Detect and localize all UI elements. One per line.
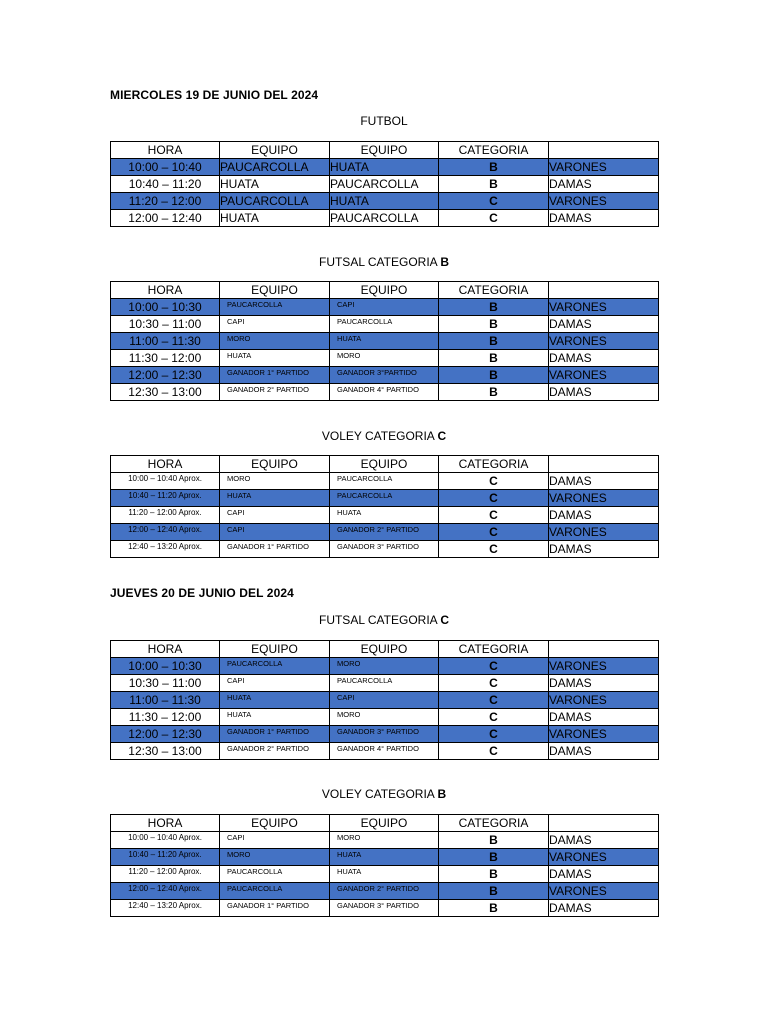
cell-categoria: B bbox=[439, 299, 549, 316]
cell-categoria: B bbox=[439, 832, 549, 849]
header-categoria: CATEGORIA bbox=[439, 815, 549, 832]
cell-categoria: C bbox=[439, 692, 549, 709]
table-row bbox=[111, 743, 659, 760]
cell-hora: 10:00 – 10:30 bbox=[111, 658, 220, 675]
cell-gender: VARONES bbox=[549, 524, 659, 541]
cell-hora: 10:40 – 11:20 bbox=[111, 176, 220, 193]
cell-gender: DAMAS bbox=[549, 675, 659, 692]
header-equipo-1: EQUIPO bbox=[220, 142, 330, 159]
cell-gender: DAMAS bbox=[549, 507, 659, 524]
cell-gender: DAMAS bbox=[549, 176, 659, 193]
cell-team1: CAPI bbox=[220, 832, 330, 849]
table-row bbox=[111, 210, 659, 227]
cell-team2: GANADOR 2° PARTIDO bbox=[330, 883, 439, 900]
table-row bbox=[111, 333, 659, 350]
cell-team1: MORO bbox=[220, 473, 330, 490]
cell-team2: GANADOR 4° PARTIDO bbox=[330, 743, 439, 760]
header-equipo-2: EQUIPO bbox=[330, 456, 439, 473]
cell-team1: HUATA bbox=[220, 692, 330, 709]
cell-team2: MORO bbox=[330, 658, 439, 675]
schedule-table-futbol bbox=[110, 141, 659, 227]
cell-categoria: C bbox=[439, 473, 549, 490]
cell-gender: DAMAS bbox=[549, 473, 659, 490]
cell-gender: DAMAS bbox=[549, 743, 659, 760]
header-blank bbox=[549, 142, 659, 159]
section-title-category: B bbox=[440, 255, 450, 269]
cell-team1: GANADOR 1° PARTIDO bbox=[220, 541, 330, 558]
cell-categoria: C bbox=[439, 658, 549, 675]
section-title-category: B bbox=[437, 787, 447, 801]
cell-team2: MORO bbox=[330, 709, 439, 726]
cell-hora: 12:40 – 13:20 Aprox. bbox=[111, 900, 220, 917]
header-blank bbox=[549, 815, 659, 832]
header-categoria: CATEGORIA bbox=[439, 142, 549, 159]
cell-categoria: B bbox=[439, 367, 549, 384]
table-row bbox=[111, 675, 659, 692]
table-header-row bbox=[111, 142, 659, 159]
cell-gender: DAMAS bbox=[549, 709, 659, 726]
section-title-category: C bbox=[440, 613, 450, 627]
cell-team1: GANADOR 1° PARTIDO bbox=[220, 726, 330, 743]
section-title-futsal-b bbox=[110, 255, 658, 269]
cell-categoria: B bbox=[439, 900, 549, 917]
cell-team2: GANADOR 3° PARTIDO bbox=[330, 900, 439, 917]
table-row bbox=[111, 900, 659, 917]
table-row bbox=[111, 658, 659, 675]
cell-hora: 11:30 – 12:00 bbox=[111, 709, 220, 726]
header-equipo-1: EQUIPO bbox=[220, 815, 330, 832]
cell-hora: 12:30 – 13:00 bbox=[111, 384, 220, 401]
header-equipo-2: EQUIPO bbox=[330, 282, 439, 299]
cell-gender: VARONES bbox=[549, 692, 659, 709]
cell-gender: VARONES bbox=[549, 367, 659, 384]
schedule-table-voley-c bbox=[110, 455, 659, 558]
cell-team2: CAPI bbox=[330, 692, 439, 709]
cell-team2: HUATA bbox=[330, 193, 439, 210]
cell-team2: CAPI bbox=[330, 299, 439, 316]
header-hora: HORA bbox=[111, 282, 220, 299]
cell-team2: PAUCARCOLLA bbox=[330, 176, 439, 193]
cell-categoria: C bbox=[439, 541, 549, 558]
header-categoria: CATEGORIA bbox=[439, 282, 549, 299]
cell-gender: DAMAS bbox=[549, 832, 659, 849]
cell-hora: 11:30 – 12:00 bbox=[111, 350, 220, 367]
header-equipo-2: EQUIPO bbox=[330, 142, 439, 159]
section-title-voley-b bbox=[110, 787, 658, 801]
table-row bbox=[111, 883, 659, 900]
table-row bbox=[111, 541, 659, 558]
cell-gender: DAMAS bbox=[549, 316, 659, 333]
cell-hora: 11:20 – 12:00 Aprox. bbox=[111, 507, 220, 524]
cell-gender: VARONES bbox=[549, 658, 659, 675]
cell-categoria: B bbox=[439, 350, 549, 367]
section-title-text: VOLEY CATEGORIA bbox=[321, 429, 438, 443]
cell-team2: HUATA bbox=[330, 507, 439, 524]
header-equipo-2: EQUIPO bbox=[330, 815, 439, 832]
cell-gender: VARONES bbox=[549, 299, 659, 316]
cell-team2: PAUCARCOLLA bbox=[330, 675, 439, 692]
cell-categoria: B bbox=[439, 384, 549, 401]
table-row bbox=[111, 299, 659, 316]
cell-hora: 11:20 – 12:00 bbox=[111, 193, 220, 210]
cell-categoria: C bbox=[439, 193, 549, 210]
cell-team1: PAUCARCOLLA bbox=[220, 159, 330, 176]
cell-team1: CAPI bbox=[220, 316, 330, 333]
cell-team1: PAUCARCOLLA bbox=[220, 193, 330, 210]
header-categoria: CATEGORIA bbox=[439, 641, 549, 658]
cell-categoria: C bbox=[439, 490, 549, 507]
cell-hora: 10:40 – 11:20 Aprox. bbox=[111, 490, 220, 507]
cell-gender: DAMAS bbox=[549, 210, 659, 227]
cell-team1: CAPI bbox=[220, 507, 330, 524]
cell-categoria: B bbox=[439, 316, 549, 333]
table-row bbox=[111, 866, 659, 883]
cell-team2: HUATA bbox=[330, 849, 439, 866]
header-categoria: CATEGORIA bbox=[439, 456, 549, 473]
section-title-text: FUTSAL CATEGORIA bbox=[318, 613, 441, 627]
table-row bbox=[111, 490, 659, 507]
cell-categoria: B bbox=[439, 176, 549, 193]
section-title-futsal-c bbox=[110, 613, 658, 627]
cell-team1: HUATA bbox=[220, 350, 330, 367]
cell-team1: GANADOR 1° PARTIDO bbox=[220, 367, 330, 384]
cell-hora: 10:00 – 10:30 bbox=[111, 299, 220, 316]
cell-team1: HUATA bbox=[220, 490, 330, 507]
cell-hora: 12:30 – 13:00 bbox=[111, 743, 220, 760]
cell-team1: MORO bbox=[220, 333, 330, 350]
cell-hora: 11:00 – 11:30 bbox=[111, 692, 220, 709]
cell-gender: VARONES bbox=[549, 490, 659, 507]
cell-team1: PAUCARCOLLA bbox=[220, 658, 330, 675]
section-title-futbol bbox=[110, 114, 658, 128]
table-header-row bbox=[111, 815, 659, 832]
cell-categoria: C bbox=[439, 709, 549, 726]
cell-team2: PAUCARCOLLA bbox=[330, 316, 439, 333]
cell-team2: HUATA bbox=[330, 866, 439, 883]
cell-hora: 12:00 – 12:30 bbox=[111, 726, 220, 743]
cell-team2: GANADOR 3°PARTIDO bbox=[330, 367, 439, 384]
header-blank bbox=[549, 456, 659, 473]
header-hora: HORA bbox=[111, 641, 220, 658]
cell-team2: GANADOR 2° PARTIDO bbox=[330, 524, 439, 541]
table-row bbox=[111, 367, 659, 384]
header-hora: HORA bbox=[111, 142, 220, 159]
cell-team1: HUATA bbox=[220, 709, 330, 726]
cell-gender: DAMAS bbox=[549, 384, 659, 401]
cell-hora: 11:20 – 12:00 Aprox. bbox=[111, 866, 220, 883]
table-row bbox=[111, 692, 659, 709]
table-row bbox=[111, 350, 659, 367]
table-header-row bbox=[111, 641, 659, 658]
section-title-voley-c bbox=[110, 429, 658, 443]
table-row bbox=[111, 159, 659, 176]
schedule-table-futsal-c bbox=[110, 640, 659, 760]
cell-hora: 11:00 – 11:30 bbox=[111, 333, 220, 350]
cell-categoria: B bbox=[439, 866, 549, 883]
table-row bbox=[111, 832, 659, 849]
header-hora: HORA bbox=[111, 456, 220, 473]
cell-categoria: C bbox=[439, 524, 549, 541]
cell-categoria: B bbox=[439, 883, 549, 900]
cell-team2: MORO bbox=[330, 832, 439, 849]
cell-gender: DAMAS bbox=[549, 350, 659, 367]
cell-team2: GANADOR 3° PARTIDO bbox=[330, 541, 439, 558]
cell-hora: 12:40 – 13:20 Aprox. bbox=[111, 541, 220, 558]
table-row bbox=[111, 176, 659, 193]
day-heading-wednesday: MIERCOLES 19 DE JUNIO DEL 2024 bbox=[110, 88, 319, 102]
cell-categoria: C bbox=[439, 743, 549, 760]
cell-team1: GANADOR 2° PARTIDO bbox=[220, 743, 330, 760]
cell-team2: HUATA bbox=[330, 159, 439, 176]
cell-team2: PAUCARCOLLA bbox=[330, 210, 439, 227]
cell-categoria: C bbox=[439, 726, 549, 743]
cell-hora: 12:00 – 12:40 Aprox. bbox=[111, 524, 220, 541]
cell-team2: PAUCARCOLLA bbox=[330, 473, 439, 490]
cell-gender: VARONES bbox=[549, 726, 659, 743]
table-row bbox=[111, 473, 659, 490]
table-header-row bbox=[111, 456, 659, 473]
cell-hora: 10:30 – 11:00 bbox=[111, 316, 220, 333]
cell-hora: 10:40 – 11:20 Aprox. bbox=[111, 849, 220, 866]
cell-hora: 10:00 – 10:40 Aprox. bbox=[111, 832, 220, 849]
header-equipo-1: EQUIPO bbox=[220, 456, 330, 473]
day-heading-thursday: JUEVES 20 DE JUNIO DEL 2024 bbox=[110, 586, 294, 600]
cell-categoria: B bbox=[439, 333, 549, 350]
cell-team1: CAPI bbox=[220, 675, 330, 692]
header-equipo-2: EQUIPO bbox=[330, 641, 439, 658]
cell-gender: VARONES bbox=[549, 193, 659, 210]
table-row bbox=[111, 384, 659, 401]
cell-hora: 12:00 – 12:40 Aprox. bbox=[111, 883, 220, 900]
table-row bbox=[111, 726, 659, 743]
section-title-text: FUTSAL CATEGORIA bbox=[318, 255, 441, 269]
cell-team2: GANADOR 4° PARTIDO bbox=[330, 384, 439, 401]
header-blank bbox=[549, 282, 659, 299]
cell-team1: HUATA bbox=[220, 210, 330, 227]
cell-team1: GANADOR 2° PARTIDO bbox=[220, 384, 330, 401]
schedule-table-voley-b bbox=[110, 814, 659, 917]
cell-gender: DAMAS bbox=[549, 900, 659, 917]
cell-gender: VARONES bbox=[549, 159, 659, 176]
table-row bbox=[111, 316, 659, 333]
schedule-table-futsal-b bbox=[110, 281, 659, 401]
cell-team1: MORO bbox=[220, 849, 330, 866]
table-row bbox=[111, 849, 659, 866]
section-title-category: C bbox=[437, 429, 447, 443]
cell-categoria: C bbox=[439, 675, 549, 692]
cell-gender: VARONES bbox=[549, 849, 659, 866]
section-title-text: FUTBOL bbox=[360, 114, 408, 128]
cell-team2: GANADOR 3° PARTIDO bbox=[330, 726, 439, 743]
cell-team1: PAUCARCOLLA bbox=[220, 866, 330, 883]
section-title-text: VOLEY CATEGORIA bbox=[321, 787, 438, 801]
table-row bbox=[111, 524, 659, 541]
cell-team1: PAUCARCOLLA bbox=[220, 883, 330, 900]
header-equipo-1: EQUIPO bbox=[220, 641, 330, 658]
cell-gender: DAMAS bbox=[549, 866, 659, 883]
cell-hora: 12:00 – 12:30 bbox=[111, 367, 220, 384]
cell-categoria: C bbox=[439, 507, 549, 524]
cell-team1: CAPI bbox=[220, 524, 330, 541]
table-row bbox=[111, 193, 659, 210]
cell-team2: HUATA bbox=[330, 333, 439, 350]
table-header-row bbox=[111, 282, 659, 299]
cell-team1: GANADOR 1° PARTIDO bbox=[220, 900, 330, 917]
cell-categoria: B bbox=[439, 849, 549, 866]
cell-team2: PAUCARCOLLA bbox=[330, 490, 439, 507]
cell-hora: 10:00 – 10:40 bbox=[111, 159, 220, 176]
cell-hora: 10:00 – 10:40 Aprox. bbox=[111, 473, 220, 490]
table-row bbox=[111, 507, 659, 524]
cell-gender: VARONES bbox=[549, 333, 659, 350]
cell-categoria: B bbox=[439, 159, 549, 176]
table-row bbox=[111, 709, 659, 726]
cell-gender: DAMAS bbox=[549, 541, 659, 558]
cell-team2: MORO bbox=[330, 350, 439, 367]
header-hora: HORA bbox=[111, 815, 220, 832]
cell-hora: 10:30 – 11:00 bbox=[111, 675, 220, 692]
cell-gender: VARONES bbox=[549, 883, 659, 900]
header-equipo-1: EQUIPO bbox=[220, 282, 330, 299]
cell-hora: 12:00 – 12:40 bbox=[111, 210, 220, 227]
cell-team1: PAUCARCOLLA bbox=[220, 299, 330, 316]
cell-team1: HUATA bbox=[220, 176, 330, 193]
header-blank bbox=[549, 641, 659, 658]
cell-categoria: C bbox=[439, 210, 549, 227]
